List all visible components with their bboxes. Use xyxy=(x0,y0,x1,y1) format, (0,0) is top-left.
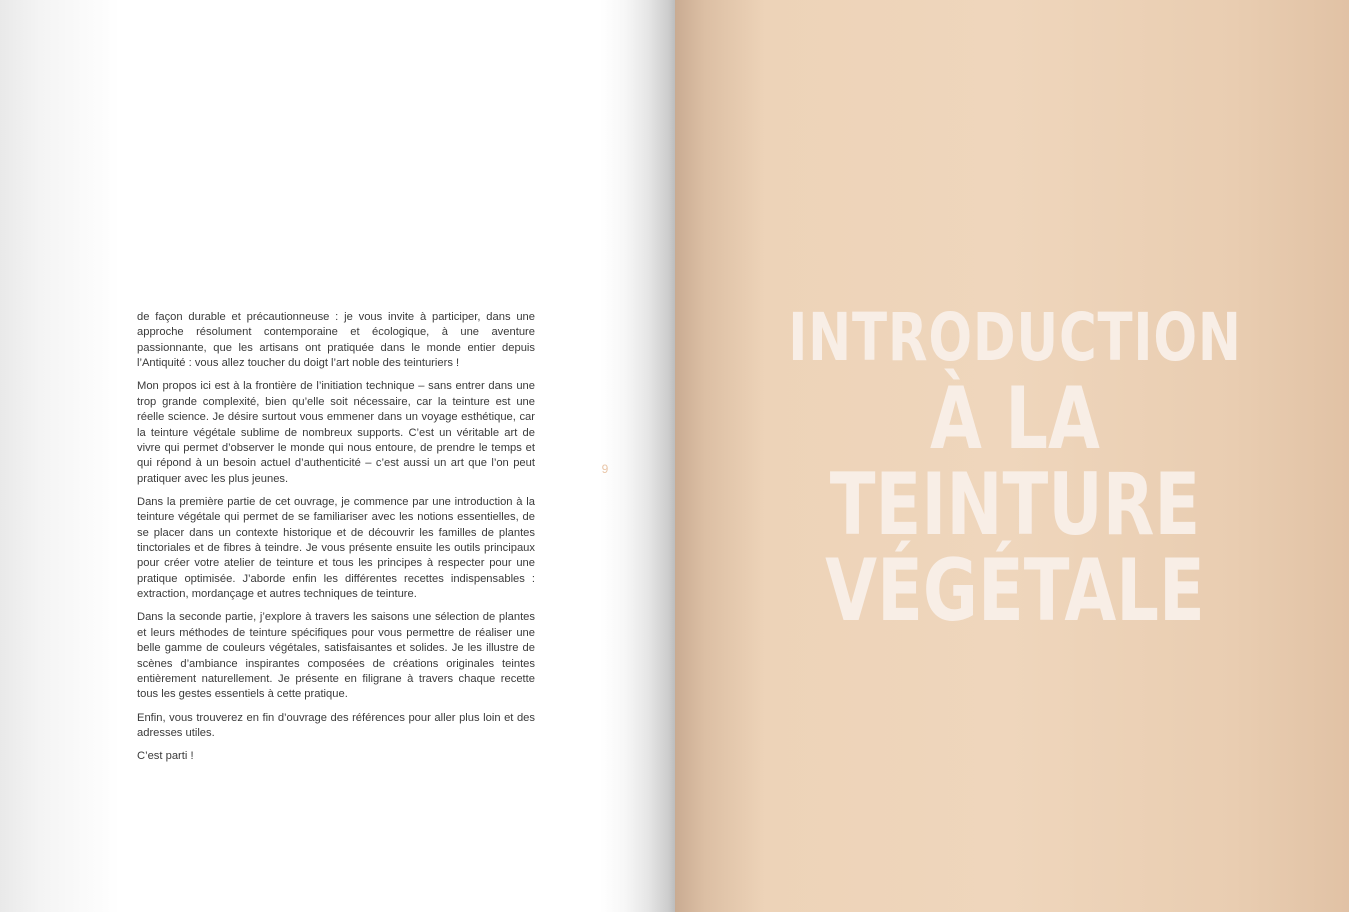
body-text xyxy=(137,310,535,772)
paragraph: Enfin, vous trouverez en fin d’ouvrage des références pour aller plus loin et des adresses utiles. xyxy=(137,711,535,739)
paragraph: Dans la seconde partie, j’explore à travers les saisons une sélection de plantes et leurs méthodes de teinture spécifiques pour vous permettre de réaliser une belle gamme de couleurs végétales, satisfaisantes et solides. Je les illustre de scènes d’ambiance inspirantes composées de créations originales teintes entièrement naturellement. Je présente en filigrane à travers chaque recette tous les gestes essentiels à cette pratique. xyxy=(137,611,535,701)
paragraph: de façon durable et précautionneuse : je vous invite à participer, dans une approche résolument contemporaine et écologique, à une aventure passionnante, que les artisans ont pratiquée dans le monde entier depuis l’Antiquité : vous allez toucher du doigt l’art noble des teinturiers ! xyxy=(137,311,535,370)
page-number: 9 xyxy=(601,462,609,476)
chapter-title-line: INTRODUCTION xyxy=(788,299,1242,376)
chapter-title xyxy=(762,299,1269,641)
paragraph: C’est parti ! xyxy=(137,750,194,762)
chapter-title-line: À LA TEINTURE xyxy=(829,369,1201,555)
chapter-title-line: VÉGÉTALE xyxy=(825,541,1205,641)
paragraph: Dans la première partie de cet ouvrage, je commence par une introduction à la teinture végétale qui permet de se familiariser avec les notions essentielles, de se placer dans un contexte historique et de découvrir les familles de plantes tinctoriales et de fibres à teindre. Je vous présente ensuite les outils principaux pour créer votre atelier de teinture et tous les principes à respecter pour une pratique optimisée. J’aborde enfin les différentes recettes indispensables : extraction, mordançage et autres techniques de teinture. xyxy=(137,495,535,601)
paragraph: Mon propos ici est à la frontière de l’initiation technique – sans entrer dans une trop grande complexité, bien qu’elle soit nécessaire, car la teinture est une réelle science. Je désire surtout vous emmener dans un voyage esthétique, car la teinture végétale sublime de nombreux supports. C’est un véritable art de vivre qui permet d’observer le monde qui nous entoure, de prendre le temps et qui répond à un besoin actuel d’authenticité – c’est aussi un art que l’on peut pratiquer avec les plus jeunes. xyxy=(137,380,535,485)
